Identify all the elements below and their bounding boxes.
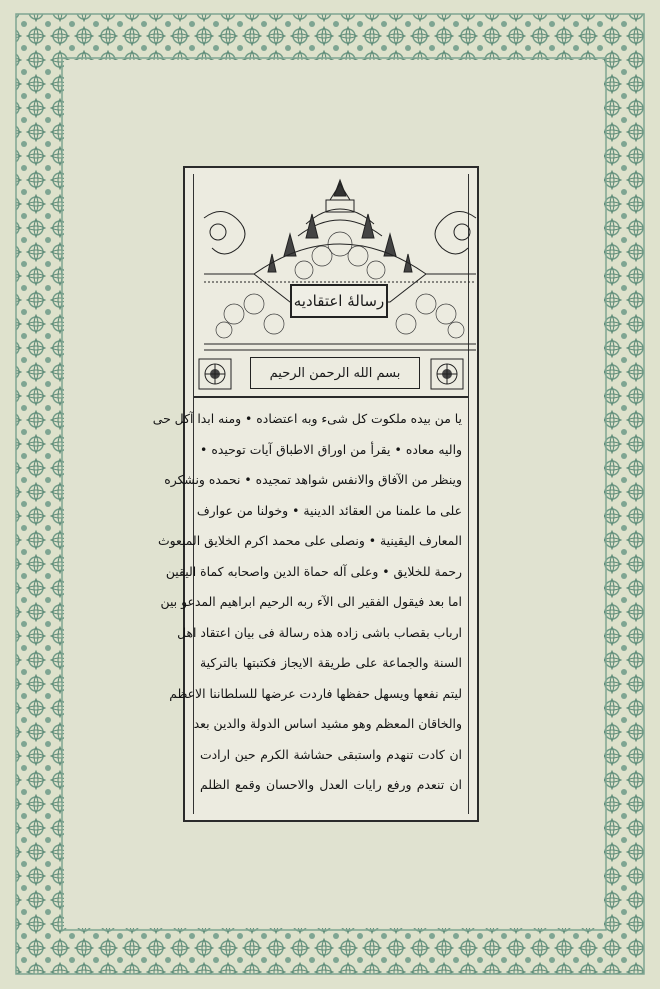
text-line: لیتم نفعها ویسهل حفظها فاردت عرضها للسلطاننا الاعظم: [169, 685, 462, 701]
crown-ornament: [194, 174, 486, 354]
text-line: اما بعد فیقول الفقیر الی الآء ربه الرحیم ابراهیم المدعو بین: [160, 594, 462, 609]
text-line: علی ما علمنا من العقائد الدینیة • وخولنا من عوارف: [196, 502, 462, 518]
manuscript-text: [152, 400, 468, 808]
text-line: السنة والجماعة علی طریقة الایجاز فکتبتها بالترکیة: [200, 655, 462, 670]
text-line: المعارف الیقینیة • ونصلی علی محمد اکرم الخلایق المبعوث: [157, 533, 462, 548]
basmala-text: بسم الله الرحمن الرحيم: [269, 365, 401, 381]
panel-inner-frame: [152, 174, 469, 814]
text-line: وینظر من الآفاق والانفس شواهد تمجیده • نحمده ونشکره: [164, 472, 462, 487]
basmala-cartouche: [250, 357, 420, 389]
text-line: رحمة للخلایق • وعلی آله حماة الدین واصحابه کماة الیقین: [165, 563, 462, 579]
text-line: والخاقان المعظم وهو مشید اساس الدولة والدین بعد: [193, 716, 462, 731]
rosette-right-icon: [430, 358, 464, 390]
rosette-left-icon: [198, 358, 232, 390]
text-divider-rule: [194, 396, 468, 398]
manuscript-panel: [152, 166, 479, 822]
document-title: رسالهٔ اعتقادیه: [293, 292, 385, 310]
text-line: ارباب بقصاب باشی زاده هذه رسالة فی بیان اعتقاد اهل: [177, 624, 462, 640]
text-line: ان تنعدم ورفع رایات العدل والاحسان وقمع الظلم: [200, 777, 462, 792]
text-line: یا من بیده ملکوت کل شیء وبه اعتضاده • ومنه ابدا آکل حی: [152, 411, 462, 426]
text-line: والیه معاده • یقرأ من اوراق الاطباق آیات توحیده •: [200, 441, 462, 457]
title-cartouche: [290, 284, 388, 318]
text-line: ان کادت تنهدم واستبقی حشاشة الکرم حین ارادت: [200, 746, 462, 762]
basmala-row: [194, 354, 468, 394]
